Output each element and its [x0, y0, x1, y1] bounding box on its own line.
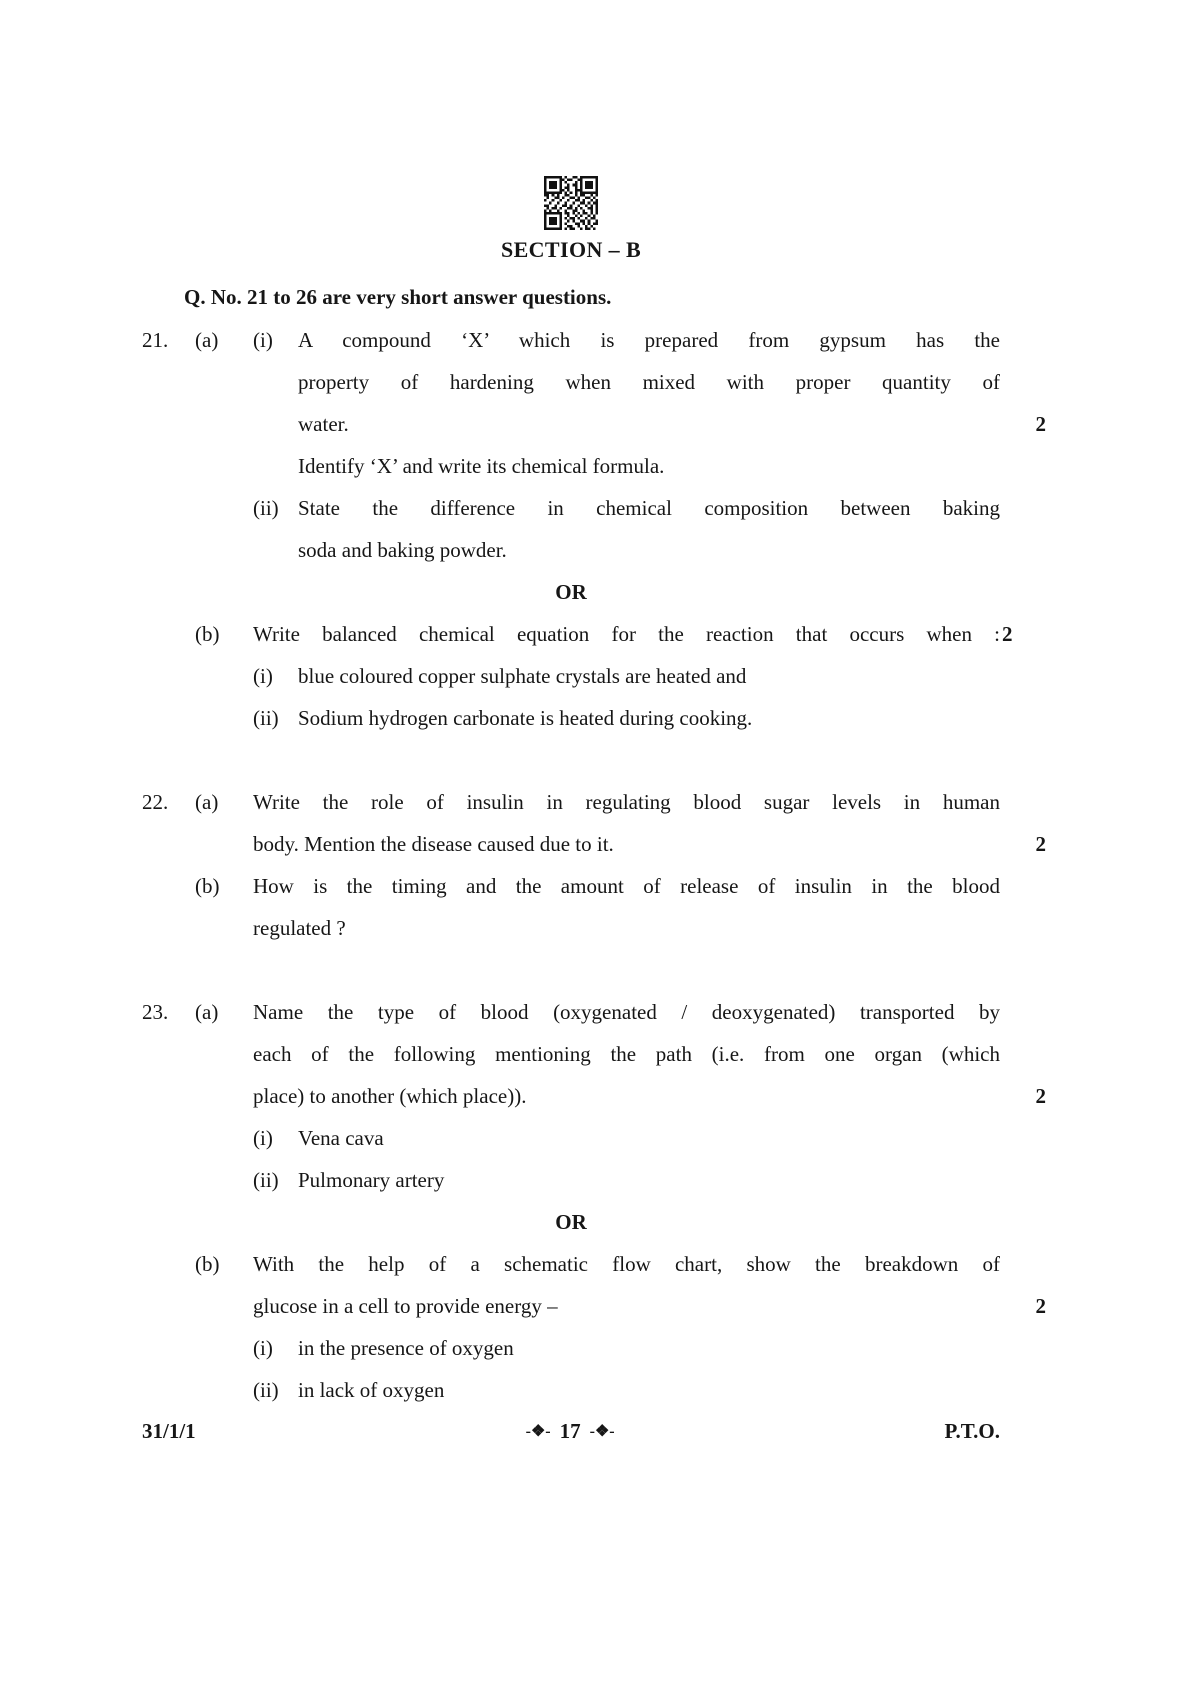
part-body: [253, 781, 1046, 865]
part-body: [253, 991, 1046, 1201]
text-line: [253, 613, 1013, 655]
subpart-21-a-i: [253, 319, 1046, 487]
part-body: [253, 319, 1046, 571]
page-content: [142, 176, 1046, 1411]
text-line: With the help of a schematic flow chart, show the breakdown of: [253, 1252, 1000, 1276]
section-title: SECTION – B: [500, 237, 642, 262]
text-line: [253, 1285, 1046, 1327]
ornament-right-icon: -❖-: [589, 1423, 615, 1440]
subpart-body: [298, 319, 1046, 487]
text-line: regulated ?: [253, 916, 346, 940]
marks-value: 2: [1002, 622, 1013, 646]
ornament-left-icon: -❖-: [525, 1423, 551, 1440]
page-footer: [142, 1419, 1000, 1444]
subpart-21-a-ii: [253, 487, 1000, 571]
paper-code: 31/1/1: [142, 1419, 196, 1443]
marks-value: 2: [1035, 1294, 1046, 1318]
text-line: Sodium hydrogen carbonate is heated during cooking.: [298, 706, 753, 730]
subpart-label: (ii): [253, 706, 279, 730]
text-line: Name the type of blood (oxygenated / deoxygenated) transported by: [253, 1000, 1000, 1024]
subpart-label: (ii): [253, 1168, 279, 1192]
part-body: [253, 1243, 1046, 1411]
or-separator: OR: [555, 580, 587, 604]
text-line-content: glucose in a cell to provide energy –: [253, 1294, 558, 1318]
part-body: [253, 613, 1013, 739]
text-line-content: water.: [298, 412, 349, 436]
subpart-23-b-ii: [253, 1369, 1000, 1411]
text-line: Vena cava: [298, 1126, 384, 1150]
text-line: How is the timing and the amount of release of insulin in the blood: [253, 874, 1000, 898]
text-line: property of hardening when mixed with proper quantity of: [298, 370, 1000, 394]
question-number: 23.: [142, 1000, 169, 1024]
text-line: [253, 1075, 1046, 1117]
question-number: 22.: [142, 790, 169, 814]
text-line-content: Write balanced chemical equation for the reaction that occurs when :: [253, 622, 1000, 646]
subpart-23-a-i: [253, 1117, 1000, 1159]
text-line: in lack of oxygen: [298, 1378, 445, 1402]
subpart-label: (i): [253, 328, 273, 352]
text-line: soda and baking powder.: [298, 538, 507, 562]
marks-value: 2: [1035, 1084, 1046, 1108]
text-line: [253, 823, 1046, 865]
question-22a: [142, 781, 1046, 865]
text-line: blue coloured copper sulphate crystals are heated and: [298, 664, 747, 688]
question-21b: [142, 613, 1013, 739]
part-label: (b): [195, 1252, 220, 1276]
subpart-21-b-ii: [253, 697, 1000, 739]
subpart-label: (i): [253, 1336, 273, 1360]
question-23a: [142, 991, 1046, 1201]
text-line: Identify ‘X’ and write its chemical formula.: [298, 454, 665, 478]
subpart-23-b-i: [253, 1327, 1000, 1369]
page-number-group: [526, 1419, 615, 1444]
part-label: (a): [195, 328, 219, 352]
subpart-body: [298, 487, 1000, 571]
section-intro-note: Q. No. 21 to 26 are very short answer questions.: [184, 285, 612, 309]
question-21a: [142, 319, 1046, 571]
question-22b: [142, 865, 1000, 949]
question-number: 21.: [142, 328, 169, 352]
text-line: in the presence of oxygen: [298, 1336, 514, 1360]
pto-label: P.T.O.: [944, 1419, 1000, 1443]
text-line: A compound ‘X’ which is prepared from gypsum has the: [298, 328, 1000, 352]
text-line: Write the role of insulin in regulating blood sugar levels in human: [253, 790, 1000, 814]
text-line: [298, 403, 1046, 445]
part-body: [253, 865, 1000, 949]
part-label: (b): [195, 622, 220, 646]
text-line-content: body. Mention the disease caused due to it.: [253, 832, 614, 856]
part-label: (a): [195, 790, 219, 814]
marks-value: 2: [1035, 832, 1046, 856]
subpart-23-a-ii: [253, 1159, 1000, 1201]
subpart-label: (ii): [253, 496, 279, 520]
subpart-label: (i): [253, 1126, 273, 1150]
subpart-label: (ii): [253, 1378, 279, 1402]
qr-code-icon: [544, 176, 598, 230]
part-label: (a): [195, 1000, 219, 1024]
text-line: Pulmonary artery: [298, 1168, 445, 1192]
part-label: (b): [195, 874, 220, 898]
text-line: each of the following mentioning the path (i.e. from one organ (which: [253, 1042, 1000, 1066]
marks-value: 2: [1035, 412, 1046, 436]
subpart-label: (i): [253, 664, 273, 688]
subpart-21-b-i: [253, 655, 1000, 697]
question-23b: [142, 1243, 1046, 1411]
text-line-content: place) to another (which place)).: [253, 1084, 527, 1108]
page-number: 17: [559, 1419, 581, 1443]
text-line: State the difference in chemical composition between baking: [298, 496, 1000, 520]
or-separator: OR: [555, 1210, 587, 1234]
